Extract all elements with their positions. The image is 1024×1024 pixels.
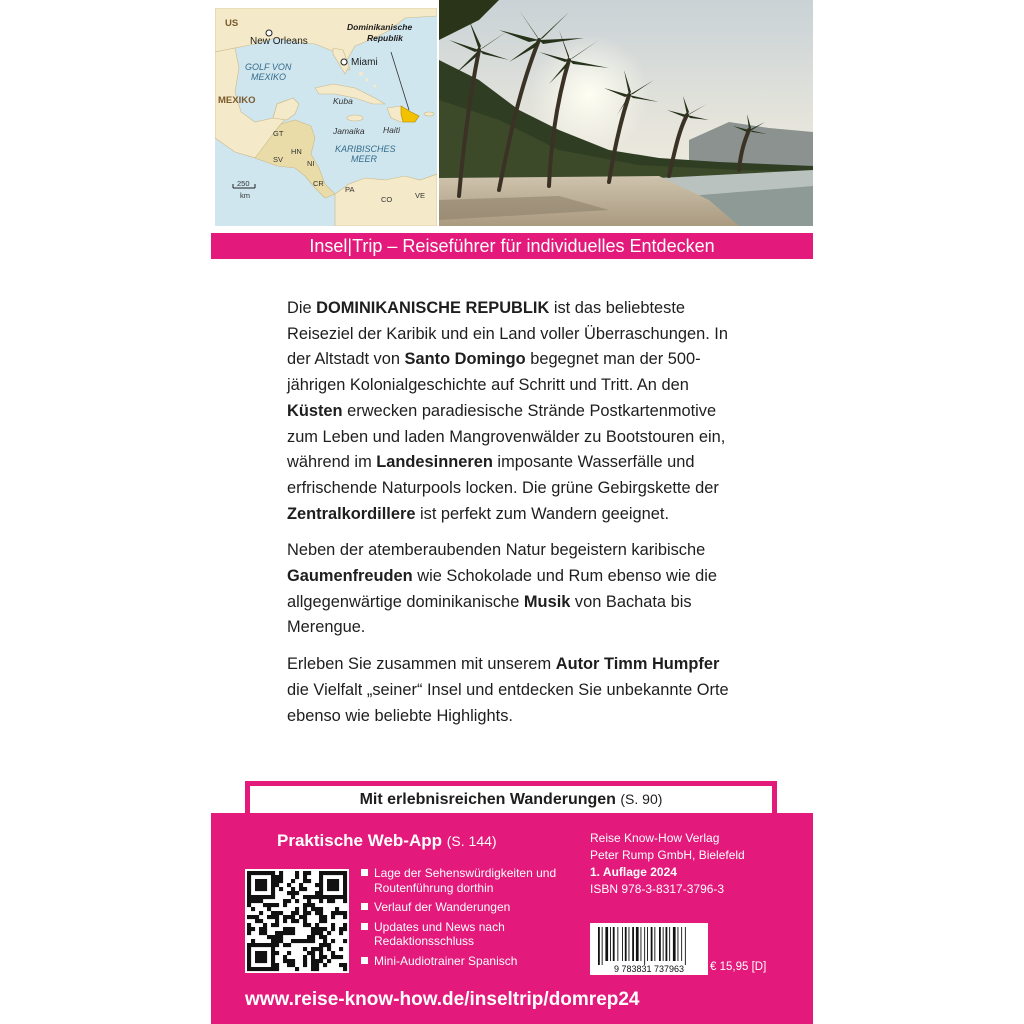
- blurb-highlight: Küsten: [287, 401, 343, 420]
- webapp-label: Praktische Web-App: [277, 831, 443, 850]
- feature-item: [361, 866, 571, 895]
- blurb-run: imposante Wasserfälle und erfrischende Naturpools locken. Die grüne Gebirgskette der: [287, 453, 719, 497]
- map-label-new-orleans: New Orleans: [250, 36, 308, 47]
- blurb-run: ist das beliebteste Reiseziel der Karibik und ein Land voller Überraschungen. In der Altstadt von: [287, 299, 728, 369]
- caribbean-map: [215, 8, 437, 226]
- blurb-paragraph-2: [287, 538, 739, 641]
- map-label-gulf-2: MEXIKO: [251, 72, 287, 82]
- hike-label: Mit erlebnisreichen Wanderungen: [359, 791, 616, 808]
- blurb-highlight: DOMINIKANISCHE REPUBLIK: [316, 299, 550, 317]
- blurb-run: Die: [287, 299, 317, 317]
- blurb-run: Neben der atemberaubenden Natur begeistern karibische: [287, 541, 706, 560]
- map-label-cr: CR: [313, 179, 324, 188]
- map-label-pa: PA: [345, 185, 355, 194]
- price: € 15,95 [D]: [710, 961, 767, 973]
- publisher-company: Peter Rump GmbH, Bielefeld: [590, 848, 745, 862]
- blurb-paragraph-3: [287, 652, 739, 729]
- blurb-run: erwecken paradiesische Strände Postkartenmotive zum Leben und laden Mangrovenwälder zu Bootstouren ein, während im: [287, 401, 726, 472]
- bullet-icon: [361, 923, 368, 930]
- publisher-name: Reise Know-How Verlag: [590, 831, 720, 845]
- blurb-run: ist perfekt zum Wandern geeignet.: [415, 504, 670, 523]
- feature-text: Lage der Sehenswürdigkeiten und Routenführung dorthin: [374, 866, 557, 895]
- map-scale-value: 250: [237, 179, 250, 188]
- map-label-gt: GT: [273, 129, 284, 138]
- hike-box-inner: [250, 786, 772, 813]
- map-label-miami: Miami: [351, 57, 378, 68]
- feature-text: Updates und News nach Redaktionsschluss: [374, 919, 505, 948]
- map-label-ni: NI: [307, 159, 315, 168]
- feature-item: [361, 954, 571, 969]
- beach-photo: [439, 0, 813, 226]
- map-label-kuba: Kuba: [333, 96, 353, 106]
- blurb-highlight: Gaumenfreuden: [287, 567, 413, 586]
- bullet-icon: [361, 903, 368, 910]
- map-label-mexiko: MEXIKO: [218, 95, 256, 106]
- feature-text: Verlauf der Wanderungen: [374, 900, 511, 914]
- feature-text: Mini-Audiotrainer Spanisch: [374, 953, 518, 968]
- map-label-dom-rep-1: Dominikanische: [347, 22, 413, 32]
- map-label-sv: SV: [273, 155, 284, 164]
- webapp-page-ref: (S. 144): [446, 833, 497, 849]
- map-label-us: US: [225, 18, 239, 29]
- map-label-haiti: Haiti: [383, 125, 401, 135]
- feature-item: [361, 920, 571, 949]
- map-label-dom-rep-2: Republik: [367, 33, 403, 43]
- hike-box: [245, 781, 777, 813]
- map-label-co: CO: [381, 195, 393, 204]
- blurb-run: wie Schokolade und Rum ebenso wie die allgegenwärtige dominikanische: [287, 567, 718, 611]
- map-label-hn: HN: [291, 147, 302, 156]
- blurb-paragraph-1: [287, 296, 739, 527]
- map-label-ve: VE: [415, 191, 426, 200]
- map-label-sea-2: MEER: [351, 154, 378, 164]
- map-label-jamaika: Jamaika: [333, 126, 365, 136]
- blurb-highlight: Santo Domingo: [404, 350, 526, 369]
- webapp-feature-list: [361, 866, 571, 973]
- barcode: [590, 923, 708, 975]
- barcode-digits: 9 783831 737963: [613, 964, 685, 974]
- qr-code[interactable]: [245, 869, 349, 973]
- bottom-panel: [211, 813, 813, 1024]
- feature-item: [361, 900, 571, 915]
- isbn: ISBN 978-3-8317-3796-3: [590, 882, 725, 896]
- webapp-heading: [277, 831, 497, 851]
- blurb-run: Erleben Sie zusammen mit unserem: [287, 655, 556, 674]
- edition: 1. Auflage 2024: [590, 865, 677, 879]
- blurb-highlight: Landesinneren: [376, 453, 493, 472]
- beach-photo-graphic: [439, 0, 813, 226]
- map-scale-unit: km: [240, 191, 250, 200]
- publisher-info: [590, 830, 745, 898]
- blurb-highlight: Zentralkordillere: [287, 504, 416, 523]
- bullet-icon: [361, 957, 368, 964]
- back-cover: [211, 0, 813, 1024]
- barcode-graphic: [590, 923, 708, 975]
- map-label-sea-1: KARIBISCHES: [335, 144, 396, 154]
- map-label-gulf-1: GOLF VON: [245, 62, 292, 72]
- hike-page-ref: (S. 90): [620, 791, 663, 807]
- blurb-highlight: Musik: [523, 592, 571, 611]
- blurb-run: begegnet man der 500-jährigen Kolonialgeschichte auf Schritt und Tritt. An den: [287, 350, 701, 395]
- blurb-text: [287, 296, 739, 740]
- series-strip: Insel|Trip – Reiseführer für individuelles Entdecken: [211, 233, 813, 259]
- blurb-run: von Bachata bis Merengue.: [287, 592, 692, 637]
- blurb-run: die Vielfalt „seiner“ Insel und entdecken Sie unbekannte Orte ebenso wie beliebte Highlights.: [287, 680, 729, 725]
- website-link[interactable]: www.reise-know-how.de/inseltrip/domrep24: [245, 989, 640, 1010]
- qr-code-graphic: [245, 869, 349, 973]
- blurb-highlight: Autor Timm Humpfer: [555, 655, 720, 674]
- bullet-icon: [361, 869, 368, 876]
